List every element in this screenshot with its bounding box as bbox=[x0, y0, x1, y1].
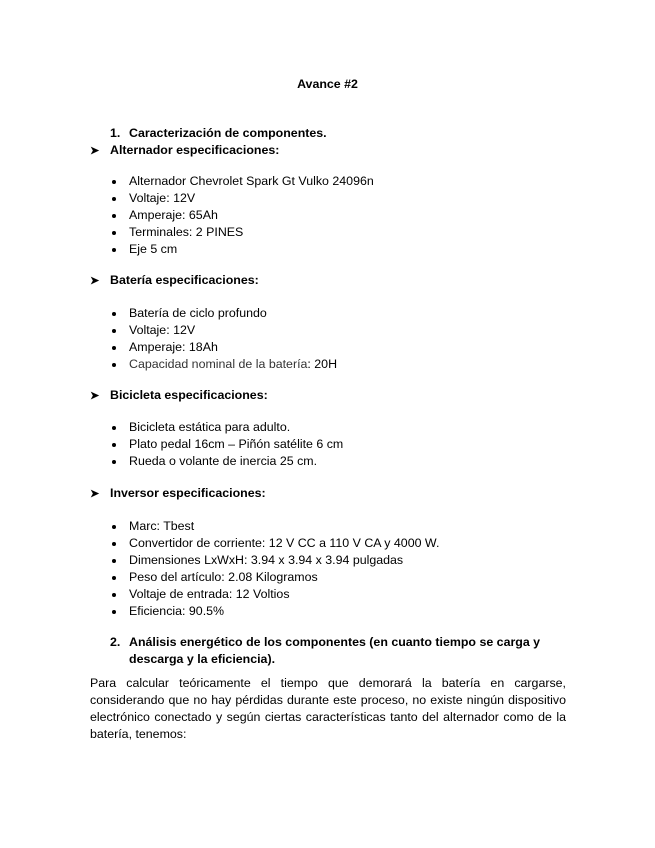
list-item: Plato pedal 16cm – Piñón satélite 6 cm bbox=[110, 436, 343, 453]
section-1-number: 1. bbox=[110, 126, 121, 140]
arrow-right-icon: ➤ bbox=[90, 275, 100, 287]
list-item: Eje 5 cm bbox=[110, 241, 374, 258]
section-1-title: Caracterización de componentes. bbox=[129, 126, 327, 140]
page-title: Avance #2 bbox=[297, 77, 358, 91]
inversor-heading bbox=[90, 485, 266, 503]
bateria-heading-text: Batería especificaciones: bbox=[110, 273, 259, 287]
alternador-list bbox=[110, 173, 374, 258]
list-item: Voltaje: 12V bbox=[110, 190, 374, 207]
bicicleta-list bbox=[110, 419, 343, 470]
capacity-value: : 20H bbox=[307, 357, 338, 371]
list-item: Voltaje: 12V bbox=[110, 322, 337, 339]
alternador-heading-text: Alternador especificaciones: bbox=[110, 143, 280, 157]
arrow-right-icon: ➤ bbox=[90, 145, 100, 157]
inversor-list bbox=[110, 518, 439, 620]
list-item: Dimensiones LxWxH: 3.94 x 3.94 x 3.94 pulgadas bbox=[110, 552, 439, 569]
alternador-heading bbox=[90, 142, 279, 160]
list-item: Marc: Tbest bbox=[110, 518, 439, 535]
list-item: Batería de ciclo profundo bbox=[110, 305, 337, 322]
bicicleta-heading-text: Bicicleta especificaciones: bbox=[110, 388, 268, 402]
arrow-right-icon: ➤ bbox=[90, 488, 100, 500]
section-2-number: 2. bbox=[110, 635, 121, 649]
capacity-label: Capacidad nominal de la batería bbox=[129, 357, 308, 371]
list-item: Terminales: 2 PINES bbox=[110, 224, 374, 241]
list-item: Bicicleta estática para adulto. bbox=[110, 419, 343, 436]
list-item: Voltaje de entrada: 12 Voltios bbox=[110, 586, 439, 603]
list-item: Eficiencia: 90.5% bbox=[110, 603, 439, 620]
list-item: Rueda o volante de inercia 25 cm. bbox=[110, 453, 343, 470]
list-item: Convertidor de corriente: 12 V CC a 110 V CA y 4000 W. bbox=[110, 535, 439, 552]
body-paragraph: Para calcular teóricamente el tiempo que demorará la batería en cargarse, considerando que no hay pérdidas durante este proceso, no existe ningún dispositivo electrónico conectado y según ciertas características tanto del alternador como de la batería, tenemos: bbox=[90, 676, 566, 741]
arrow-right-icon: ➤ bbox=[90, 390, 100, 402]
section-1-heading bbox=[110, 125, 327, 142]
section-2-title: Análisis energético de los componentes (en cuanto tiempo se carga y descarga y la eficiencia). bbox=[129, 635, 541, 666]
bicicleta-heading bbox=[90, 387, 268, 405]
list-item bbox=[110, 356, 337, 373]
list-item: Amperaje: 18Ah bbox=[110, 339, 337, 356]
list-item: Amperaje: 65Ah bbox=[110, 207, 374, 224]
bateria-heading bbox=[90, 272, 259, 290]
inversor-heading-text: Inversor especificaciones: bbox=[110, 486, 266, 500]
list-item: Peso del artículo: 2.08 Kilogramos bbox=[110, 569, 439, 586]
list-item: Alternador Chevrolet Spark Gt Vulko 24096n bbox=[110, 173, 374, 190]
section-2-heading bbox=[110, 634, 566, 668]
bateria-list bbox=[110, 305, 337, 373]
